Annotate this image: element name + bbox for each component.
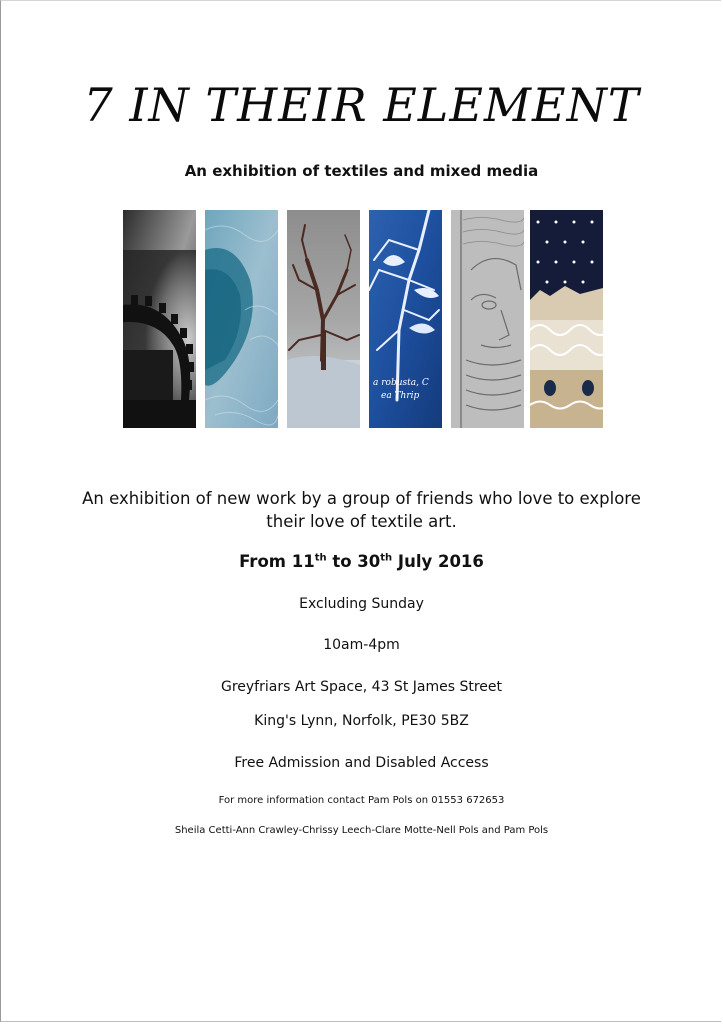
description-line-1: An exhibition of new work by a group of friends who love to explore — [82, 489, 641, 508]
excluding-sunday: Excluding Sunday — [299, 596, 424, 612]
venue-address: Greyfriars Art Space, 43 St James Street — [220, 679, 503, 695]
dates-to-suffix: th — [380, 552, 393, 564]
dates-from: From 11 — [239, 552, 315, 571]
tree-artwork — [287, 210, 360, 428]
dates-middle: to 30 — [326, 552, 381, 571]
opening-hours: 10am-4pm — [323, 637, 400, 653]
venue-town: King's Lynn, Norfolk, PE30 5BZ — [254, 713, 469, 729]
blue-quilted-artwork — [205, 210, 278, 428]
poster-subtitle: An exhibition of textiles and mixed media — [184, 162, 539, 180]
exhibition-dates — [0, 552, 723, 571]
cyanotype-leaf-artwork — [369, 210, 442, 428]
cyanotype-caption: a robusta, C — [373, 378, 429, 388]
cyanotype-caption-2: ea Thrip — [381, 391, 420, 401]
monochrome-gear-artwork — [123, 210, 196, 428]
description-line-2: their love of textile art. — [266, 512, 457, 531]
access-info: Free Admission and Disabled Access — [234, 755, 489, 771]
dates-end: July 2016 — [392, 552, 484, 571]
dates-from-suffix: th — [314, 552, 327, 564]
artists-list: Sheila Cetti-Ann Crawley-Chrissy Leech-Clare Motte-Nell Pols and Pam Pols — [174, 825, 549, 836]
contact-info: For more information contact Pam Pols on 01553 672653 — [218, 795, 505, 806]
lace-navy-artwork — [530, 210, 603, 428]
exhibition-description — [0, 487, 723, 533]
artwork-strip — [123, 210, 603, 428]
poster-title: 7 IN THEIR ELEMENT — [83, 78, 640, 132]
assyrian-relief-artwork — [451, 210, 524, 428]
